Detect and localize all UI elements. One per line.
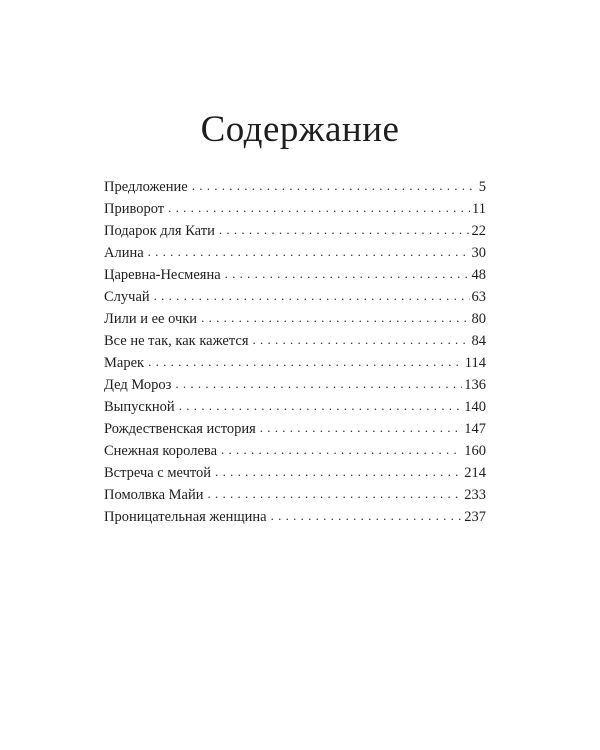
- toc-entry-title: Рождественская история: [104, 421, 256, 437]
- toc-entry-title: Случай: [104, 289, 150, 305]
- dot-leader: [201, 307, 469, 329]
- dot-leader: [221, 439, 462, 461]
- toc-entry-page: 140: [464, 399, 486, 415]
- toc-entry-page: 22: [471, 223, 486, 239]
- toc-entry-title: Проницательная женщина: [104, 509, 267, 525]
- toc-entry: [104, 198, 486, 220]
- dot-leader: [271, 505, 463, 527]
- toc-list: [104, 176, 486, 528]
- dot-leader: [208, 483, 463, 505]
- toc-entry-page: 63: [471, 289, 486, 305]
- toc-entry: [104, 286, 486, 308]
- toc-entry-page: 30: [471, 245, 486, 261]
- dot-leader: [148, 241, 470, 263]
- toc-entry-title: Все не так, как кажется: [104, 333, 249, 349]
- dot-leader: [219, 219, 470, 241]
- toc-entry-page: 233: [464, 487, 486, 503]
- dot-leader: [179, 395, 463, 417]
- dot-leader: [154, 285, 470, 307]
- toc-entry: [104, 352, 486, 374]
- toc-entry-title: Дед Мороз: [104, 377, 172, 393]
- toc-entry: [104, 330, 486, 352]
- dot-leader: [252, 329, 469, 351]
- toc-entry-page: 114: [464, 355, 486, 371]
- toc-entry-page: 5: [478, 179, 486, 195]
- toc-entry-title: Снежная королева: [104, 443, 218, 459]
- dot-leader: [192, 175, 477, 197]
- toc-entry-page: 48: [471, 267, 486, 283]
- dot-leader: [168, 197, 470, 219]
- dot-leader: [260, 417, 462, 439]
- dot-leader: [175, 373, 462, 395]
- toc-entry: [104, 484, 486, 506]
- toc-entry-title: Приворот: [104, 201, 165, 217]
- toc-title: Содержание: [200, 109, 400, 150]
- toc-entry: [104, 242, 486, 264]
- toc-entry: [104, 462, 486, 484]
- dot-leader: [215, 461, 462, 483]
- toc-entry-title: Лили и ее очки: [104, 311, 198, 327]
- dot-leader: [148, 351, 463, 373]
- toc-entry: [104, 374, 486, 396]
- toc-entry-title: Алина: [104, 245, 144, 261]
- toc-entry-page: 136: [464, 377, 486, 393]
- toc-entry: [104, 264, 486, 286]
- toc-entry: [104, 220, 486, 242]
- toc-entry-page: 237: [464, 509, 486, 525]
- toc-entry-title: Предложение: [104, 179, 188, 195]
- toc-entry: [104, 440, 486, 462]
- toc-entry: [104, 418, 486, 440]
- toc-entry: [104, 396, 486, 418]
- toc-entry-title: Встреча с мечтой: [104, 465, 212, 481]
- toc-entry-title: Марек: [104, 355, 145, 371]
- toc-entry-page: 80: [471, 311, 486, 327]
- toc-entry-page: 11: [472, 201, 486, 217]
- toc-entry: [104, 506, 486, 528]
- toc-entry-page: 214: [464, 465, 486, 481]
- toc-entry-title: Выпускной: [104, 399, 175, 415]
- toc-entry-title: Подарок для Кати: [104, 223, 215, 239]
- toc-entry-page: 160: [464, 443, 486, 459]
- toc-entry: [104, 176, 486, 198]
- toc-entry-title: Помолвка Майи: [104, 487, 204, 503]
- dot-leader: [225, 263, 470, 285]
- toc-entry-page: 147: [464, 421, 486, 437]
- toc-entry-page: 84: [471, 333, 486, 349]
- toc-entry-title: Царевна-Несмеяна: [104, 267, 221, 283]
- toc-entry: [104, 308, 486, 330]
